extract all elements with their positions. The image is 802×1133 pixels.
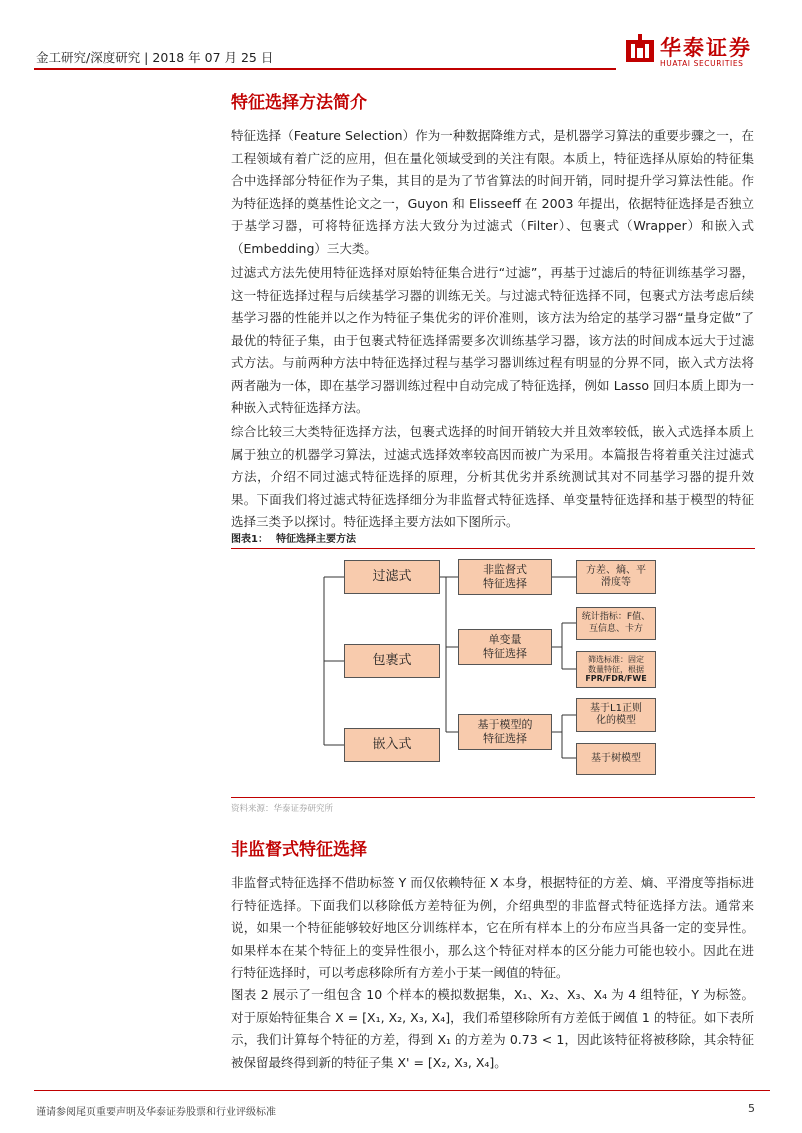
section-title-feature-selection: 特征选择方法简介 xyxy=(231,93,367,113)
node-filter: 过滤式 xyxy=(344,560,440,594)
node-univariate: 单变量 特征选择 xyxy=(458,629,552,665)
node-screening-criteria: 筛选标准：固定 数量特征，根据 FPR/FDR/FWE xyxy=(576,651,656,688)
node-statistics: 统计指标：F值、 互信息、卡方 xyxy=(576,607,656,640)
figure-label: 图表1： xyxy=(231,534,268,545)
footer-divider xyxy=(34,1090,770,1091)
paragraph-unsupervised: 非监督式特征选择不借助标签 Y 而仅依赖特征 X 本身，根据特征的方差、熵、平滑度等指标进行特征选择。下面我们以移除低方差特征为例，介绍典型的非监督式特征选择方法。通常来说，如果一个特征能够较好地区分训练样本，它在所有样本上的分布应当具备一定的变异性。如果样本在某个特征上的变异性很小，那么这个特征对样本的区分能力可能也较小。因此在进行特征选择时，可以考虑移除所有方差小于某一阈值的特征。 xyxy=(231,875,754,980)
feature-selection-diagram xyxy=(300,555,700,790)
figure-title: 特征选择主要方法 xyxy=(275,534,356,545)
node-wrapper: 包裹式 xyxy=(344,644,440,678)
logo-english-name: HUATAI SECURITIES xyxy=(660,59,744,68)
node-l1-regularization: 基于L1正则 化的模型 xyxy=(576,698,656,732)
company-logo xyxy=(626,32,766,72)
node-variance-entropy: 方差、熵、平 滑度等 xyxy=(576,560,656,594)
report-header-breadcrumb: 金工研究/深度研究 | 2018 年 07 月 25 日 xyxy=(36,50,274,65)
node-unsupervised: 非监督式 特征选择 xyxy=(458,559,552,595)
page-number: 5 xyxy=(748,1102,755,1115)
node-tree-model: 基于树模型 xyxy=(576,743,656,775)
paragraph-comparison: 综合比较三大类特征选择方法，包裹式选择的时间开销较大并且效率较低，嵌入式选择本质上属于独立的机器学习算法，过滤式选择效率较高因而被广为采用。本篇报告将着重关注过滤式方法，介绍不同过滤式特征选择的原理，分析其优劣并系统测试其对不同基学习器的提升效果。下面我们将过滤式特征选择细分为非监督式特征选择、单变量特征选择和基于模型的特征选择三类予以探讨。特征选择主要方法如下图所示。 xyxy=(231,424,754,529)
node-embedded: 嵌入式 xyxy=(344,728,440,762)
figure-caption xyxy=(231,530,356,545)
logo-chinese-name: 华泰证券 xyxy=(660,36,752,60)
paragraph-intro: 特征选择（Feature Selection）作为一种数据降维方式，是机器学习算法的重要步骤之一，在工程领域有着广泛的应用，但在量化领域受到的关注有限。本质上，特征选择从原始的特征集合中选择部分特征作为子集，其目的是为了节省算法的时间开销，同时提升学习算法性能。作为特征选择的奠基性论文之一，Guyon 和 Elisseeff 在 2003 年提出，依据特征选择是否独立于基学习器，可将特征选择方法大致分为过滤式（Filter）、包裹式（Wrapper）和嵌入式（Embedding）三大类。 xyxy=(231,128,754,256)
paragraph-example: 图表 2 展示了一组包含 10 个样本的模拟数据集，X₁、X₂、X₃、X₄ 为 4 组特征，Y 为标签。对于原始特征集合 X = [X₁, X₂, X₃, X₄]，我们希望移除所有方差低于阈值 1 的特征。如下表所示，我们计算每个特征的方差，得到 X₁ 的方差为 0.73 < 1，因此该特征将被移除，其余特征被保留最终得到新的特征子集 X' = [X₂, X₃, X₄]。 xyxy=(231,987,754,1070)
node-model-based: 基于模型的 特征选择 xyxy=(458,714,552,750)
section-title-unsupervised: 非监督式特征选择 xyxy=(231,840,367,860)
figure-source: 资料来源：华泰证券研究所 xyxy=(231,804,334,814)
footer-disclaimer: 谨请参阅尾页重要声明及华泰证券股票和行业评级标准 xyxy=(36,1107,276,1118)
huatai-logo-icon xyxy=(626,34,654,64)
header-divider xyxy=(34,68,616,70)
paragraph-methods: 过滤式方法先使用特征选择对原始特征集合进行“过滤”，再基于过滤后的特征训练基学习器，这一特征选择过程与后续基学习器的训练无关。与过滤式特征选择不同，包裹式方法考虑后续基学习器的性能并以之作为特征子集优劣的评价准则，该方法为给定的基学习器“量身定做”了最优的特征子集，由于包裹式特征选择需要多次训练基学习器，该方法的时间成本远大于过滤式方法。与前两种方法中特征选择过程与基学习器训练过程有明显的分界不同，嵌入式方法将两者融为一体，即在基学习器训练过程中自动完成了特征选择，例如 Lasso 回归本质上即为一种嵌入式特征选择方法。 xyxy=(231,265,754,415)
figure-top-divider xyxy=(231,548,755,549)
figure-bottom-divider xyxy=(231,797,755,798)
